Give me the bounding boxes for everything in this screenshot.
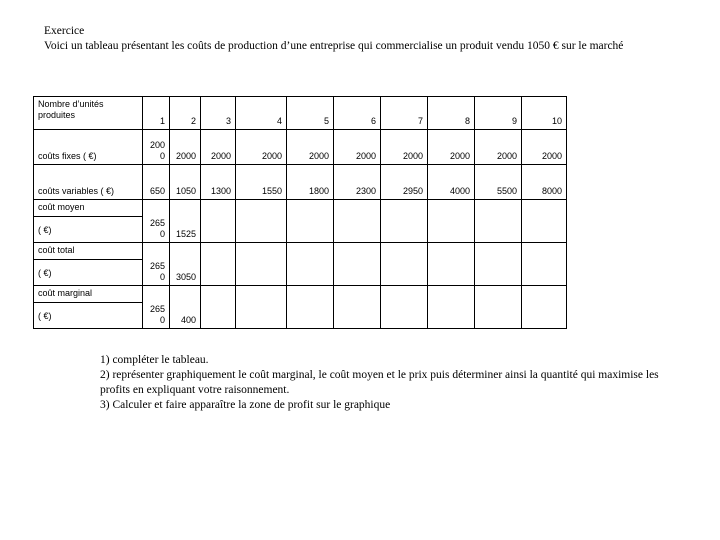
question-item: 3) Calculer et faire apparaître la zone de profit sur le graphique	[100, 399, 391, 411]
unit-cell: 2	[170, 97, 201, 130]
row-label: coûts variables ( €)	[34, 165, 143, 200]
value-cell	[428, 200, 475, 243]
value-cell	[287, 243, 334, 286]
value-cell: 2000	[334, 130, 381, 165]
value-cell	[201, 286, 236, 329]
value-cell	[428, 286, 475, 329]
value-cell	[334, 286, 381, 329]
value-cell	[381, 243, 428, 286]
value-cell: 2000	[201, 130, 236, 165]
row-label	[34, 200, 143, 243]
value-cell: 2000	[287, 130, 334, 165]
row-label	[34, 286, 143, 329]
value-cell	[236, 243, 287, 286]
value-cell: 1550	[236, 165, 287, 200]
row-label-top: coût marginal	[34, 288, 142, 303]
row-label-top: coût moyen	[34, 202, 142, 217]
value-cell: 2000	[475, 130, 522, 165]
value-cell: 5500	[475, 165, 522, 200]
exercise-intro: Voici un tableau présentant les coûts de production d’une entreprise qui commercialise un produit vendu 1050 € sur le marché	[44, 40, 624, 52]
table-row-average-cost	[34, 200, 567, 243]
value-cell: 1800	[287, 165, 334, 200]
exercise-title: Exercice	[44, 25, 85, 37]
value-cell: 1525	[170, 200, 201, 243]
value-cell: 265 0	[143, 243, 170, 286]
value-cell	[522, 286, 567, 329]
value-cell: 2000	[170, 130, 201, 165]
value-cell	[522, 200, 567, 243]
cost-table	[33, 96, 567, 329]
value-cell	[334, 200, 381, 243]
value-cell: 2000	[428, 130, 475, 165]
question-item: 1) compléter le tableau.	[100, 354, 209, 366]
value-cell	[428, 243, 475, 286]
questions-list	[100, 353, 690, 413]
unit-cell: 1	[143, 97, 170, 130]
value-cell: 265 0	[143, 200, 170, 243]
unit-cell: 6	[334, 97, 381, 130]
unit-cell: 5	[287, 97, 334, 130]
row-label-bottom: ( €)	[38, 225, 52, 235]
value-cell: 2000	[236, 130, 287, 165]
value-cell: 4000	[428, 165, 475, 200]
value-cell	[475, 286, 522, 329]
value-cell: 2000	[381, 130, 428, 165]
row-label-bottom: ( €)	[38, 268, 52, 278]
unit-cell: 9	[475, 97, 522, 130]
table-row-marginal-cost	[34, 286, 567, 329]
value-cell: 200 0	[143, 130, 170, 165]
row-label: coûts fixes ( €)	[34, 130, 143, 165]
unit-cell: 7	[381, 97, 428, 130]
value-cell	[201, 243, 236, 286]
value-cell	[522, 243, 567, 286]
unit-cell: 10	[522, 97, 567, 130]
value-cell	[201, 200, 236, 243]
value-cell	[475, 243, 522, 286]
units-header-cell: Nombre d’unités produites	[34, 97, 143, 130]
value-cell	[381, 200, 428, 243]
value-cell: 400	[170, 286, 201, 329]
question-item: 2) représenter graphiquement le coût marginal, le coût moyen et le prix puis déterminer ainsi la quantité qui maximise les profits en expliquant votre raisonnement.	[100, 369, 659, 396]
row-label	[34, 243, 143, 286]
value-cell	[287, 200, 334, 243]
row-label-bottom: ( €)	[38, 311, 52, 321]
exercise-header	[44, 24, 623, 54]
value-cell	[381, 286, 428, 329]
value-cell: 2950	[381, 165, 428, 200]
value-cell	[287, 286, 334, 329]
table-row-variable-costs	[34, 165, 567, 200]
row-label-top: coût total	[34, 245, 142, 260]
value-cell	[236, 200, 287, 243]
value-cell	[475, 200, 522, 243]
value-cell: 8000	[522, 165, 567, 200]
table-row-fixed-costs	[34, 130, 567, 165]
value-cell: 1050	[170, 165, 201, 200]
unit-cell: 8	[428, 97, 475, 130]
value-cell: 1300	[201, 165, 236, 200]
value-cell: 650	[143, 165, 170, 200]
value-cell: 3050	[170, 243, 201, 286]
value-cell: 265 0	[143, 286, 170, 329]
unit-cell: 4	[236, 97, 287, 130]
value-cell	[236, 286, 287, 329]
table-row-total-cost	[34, 243, 567, 286]
value-cell	[334, 243, 381, 286]
unit-cell: 3	[201, 97, 236, 130]
value-cell: 2300	[334, 165, 381, 200]
table-header-row	[34, 97, 567, 130]
value-cell: 2000	[522, 130, 567, 165]
